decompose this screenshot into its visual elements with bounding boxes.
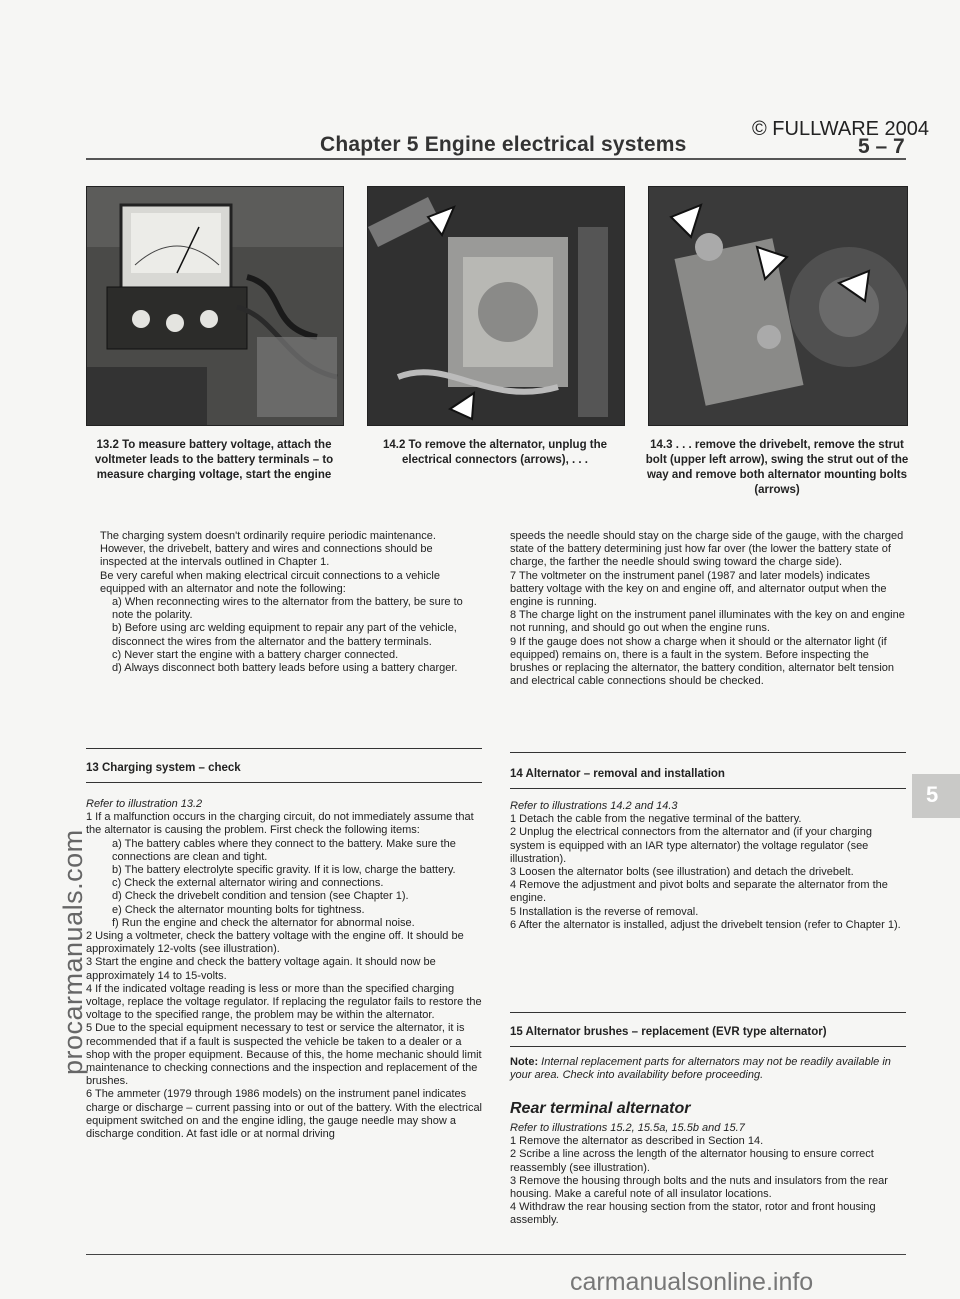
s13-step-4: 4 If the indicated voltage reading is less or more than the specified charging voltage, replace the voltage regulator. If replacing the regulator fails to restore the voltage to the specified range, the problem may be within the alternator. bbox=[86, 982, 482, 1022]
list-item-b: b) Before using arc welding equipment to repair any part of the vehicle, disconnect the wires from the alternator and the battery terminals. bbox=[112, 622, 457, 648]
section-13-ref: Refer to illustration 13.2 bbox=[86, 798, 203, 810]
caption-fig-14-3: 14.3 . . . remove the drivebelt, remove the strut bolt (upper left arrow), swing the strut out of the way and remove both alternator mounting bolts (arrows) bbox=[645, 439, 909, 496]
s13-step-3: 3 Start the engine and check the battery voltage again. It should now be approximately 14 to 15-volts. bbox=[86, 956, 436, 982]
watermark-procarmanuals: procarmanuals.com bbox=[58, 829, 88, 1075]
caption-fig-14-2: 14.2 To remove the alternator, unplug the electrical connectors (arrows), . . . bbox=[382, 439, 608, 466]
caption-fig-13-2: 13.2 To measure battery voltage, attach the voltmeter leads to the battery terminals – to measure charging voltage, start the engine bbox=[94, 439, 334, 481]
section-14-title: 14 Alternator – removal and installation bbox=[510, 768, 725, 780]
s13-item-c: c) Check the external alternator wiring and connections. bbox=[112, 877, 384, 890]
page-number: 5 – 7 bbox=[858, 135, 905, 158]
s13-item-a: a) The battery cables where they connect to the battery. Make sure the connections are clean and tight. bbox=[112, 837, 456, 863]
s15-step-3: 3 Remove the housing through bolts and the nuts and insulators from the rear housing. Make a careful note of all insulator locations. bbox=[510, 1174, 888, 1201]
s14-step-1: 1 Detach the cable from the negative terminal of the battery. bbox=[510, 813, 802, 826]
left-intro bbox=[86, 530, 482, 675]
s13-item-e: e) Check the alternator mounting bolts for tightness. bbox=[112, 903, 365, 916]
list-item-a: a) When reconnecting wires to the alternator from the battery, be sure to note the polarity. bbox=[112, 596, 463, 622]
section-14-rule-top bbox=[510, 752, 906, 753]
footer-rule bbox=[86, 1254, 906, 1255]
s14-step-6: 6 After the alternator is installed, adjust the drivebelt tension (refer to Chapter 1). bbox=[510, 918, 901, 931]
section-15-title: 15 Alternator brushes – replacement (EVR type alternator) bbox=[510, 1026, 827, 1038]
section-13-rule-bottom bbox=[86, 782, 482, 783]
s13-step-1: 1 If a malfunction occurs in the charging circuit, do not immediately assume that the alternator is causing the problem. First check the following items: bbox=[86, 811, 474, 837]
chapter-title: Chapter 5 Engine electrical systems bbox=[320, 133, 687, 156]
intro-paragraph-1: The charging system doesn't ordinarily require periodic maintenance. However, the drivebelt, battery and wires and connections should be inspected at the intervals outlined in Chapter 1. bbox=[100, 530, 436, 569]
section-15-body bbox=[510, 1122, 906, 1228]
note-text: Internal replacement parts for alternators may not be readily available in your area. Check into availability before proceeding. bbox=[510, 1056, 891, 1082]
section-15-rule-top bbox=[510, 1012, 906, 1013]
s13-step-5: 5 Due to the special equipment necessary to test or service the alternator, it is recommended that if a fault is suspected the vehicle be taken to a dealer or a shop with the proper equipment. Because of this, the home mechanic should limit maintenance to checking connections and the inspection and replacement of the brushes. bbox=[86, 1022, 482, 1088]
section-13-rule-top bbox=[86, 748, 482, 749]
s15-step-1: 1 Remove the alternator as described in Section 14. bbox=[510, 1135, 764, 1148]
s14-step-4: 4 Remove the adjustment and pivot bolts and separate the alternator from the engine. bbox=[510, 879, 888, 905]
s13-step-2: 2 Using a voltmeter, check the battery voltage with the engine off. It should be approximately 12-volts (see illustration). bbox=[86, 930, 464, 956]
list-item-d: d) Always disconnect both battery leads before using a battery charger. bbox=[112, 662, 458, 675]
section-14-body bbox=[510, 800, 906, 932]
right-top-body bbox=[510, 530, 906, 688]
copyright-notice: © FULLWARE 2004 bbox=[752, 118, 930, 140]
section-15-ref: Refer to illustrations 15.2, 15.5a, 15.5b and 15.7 bbox=[510, 1122, 745, 1134]
s15-step-2: 2 Scribe a line across the length of the alternator housing to ensure correct reassembly (see illustration). bbox=[510, 1148, 874, 1174]
s13-step-8: 8 The charge light on the instrument panel illuminates with the key on and engine not running, and should go out when the engine runs. bbox=[510, 609, 905, 635]
intro-paragraph-2: Be very careful when making electrical circuit connections to a vehicle equipped with an alternator and note the following: bbox=[100, 569, 440, 595]
list-item-c: c) Never start the engine with a battery charger connected. bbox=[112, 648, 399, 661]
photo-voltmeter bbox=[86, 186, 344, 426]
section-15-note bbox=[510, 1056, 906, 1082]
section-14-rule-bottom bbox=[510, 788, 906, 789]
s13-item-b: b) The battery electrolyte specific gravity. If it is low, charge the battery. bbox=[112, 864, 456, 877]
section-13-title: 13 Charging system – check bbox=[86, 762, 241, 774]
chapter-thumb-tab bbox=[912, 774, 960, 818]
thumb-tab-label: 5 bbox=[926, 782, 939, 807]
s14-step-5: 5 Installation is the reverse of removal. bbox=[510, 905, 699, 918]
s13-continued: speeds the needle should stay on the charge side of the gauge, with the charged state of the battery determining just how far over (the lower the battery state of charge, the farther the needle should swing toward the charge side). bbox=[510, 530, 904, 569]
s13-step-9: 9 If the gauge does not show a charge when it should or the alternator light (if equipped) remains on, there is a fault in the system. Before inspecting the brushes or replacing the alternator, the battery condition, alternator belt tension and electrical cable connections should be checked. bbox=[510, 635, 895, 688]
note-label: Note: bbox=[510, 1056, 539, 1068]
photo-alternator-connectors bbox=[367, 186, 625, 426]
s14-step-3: 3 Loosen the alternator bolts (see illustration) and detach the drivebelt. bbox=[510, 866, 854, 879]
s13-step-6: 6 The ammeter (1979 through 1986 models) on the instrument panel indicates charge or discharge – current passing into or out of the battery. With the electrical equipment switched on and the engine idling, the gauge needle may show a discharge condition. At fast idle or at normal driving bbox=[86, 1088, 482, 1141]
section-14-ref: Refer to illustrations 14.2 and 14.3 bbox=[510, 800, 678, 812]
s14-step-2: 2 Unplug the electrical connectors from the alternator and (if your charging system is equipped with an IAR type alternator) the voltage regulator (see illustration). bbox=[510, 826, 872, 865]
s15-step-4: 4 Withdraw the rear housing section from the stator, rotor and front housing assembly. bbox=[510, 1201, 876, 1227]
section-15-rule-bottom bbox=[510, 1046, 906, 1047]
header-rule bbox=[86, 158, 906, 160]
photo-alternator-mounting bbox=[648, 186, 908, 426]
section-13-body bbox=[86, 798, 482, 1141]
watermark-carmanualsonline: carmanualsonline.info bbox=[570, 1268, 814, 1296]
s13-item-f: f) Run the engine and check the alternator for abnormal noise. bbox=[112, 916, 415, 929]
rear-terminal-subhead: Rear terminal alternator bbox=[510, 1100, 691, 1117]
s13-step-7: 7 The voltmeter on the instrument panel (1987 and later models) indicates battery voltage with the key on and engine off, and alternator output when the engine is running. bbox=[510, 569, 887, 609]
s13-item-d: d) Check the drivebelt condition and tension (see Chapter 1). bbox=[112, 890, 409, 903]
